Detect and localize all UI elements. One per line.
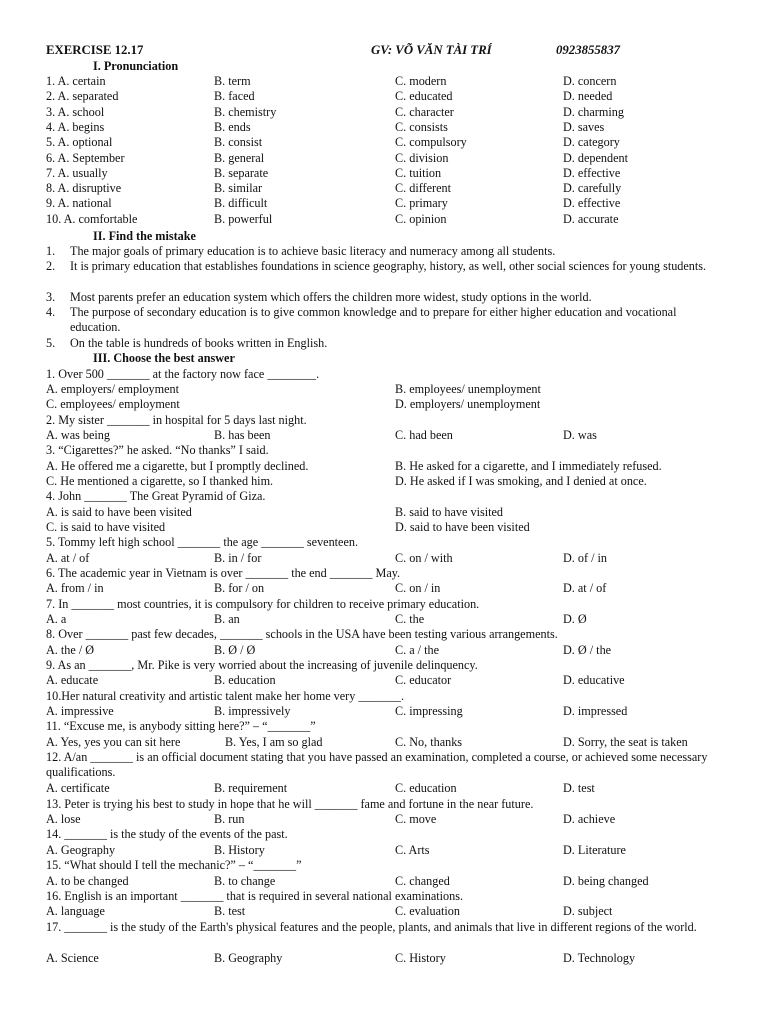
question-text: 9. As an _______, Mr. Pike is very worried about the increasing of juvenile delinquency.: [46, 658, 478, 672]
option-c[interactable]: C. move: [395, 812, 437, 826]
mistake-number: 1.: [46, 244, 56, 258]
option-b[interactable]: B. test: [214, 904, 246, 918]
answer-row: [46, 520, 746, 535]
option-d[interactable]: D. category: [563, 135, 620, 150]
option-c[interactable]: C. impressing: [395, 704, 463, 718]
option-c[interactable]: C. consists: [395, 119, 448, 134]
option-b[interactable]: B. in / for: [214, 551, 262, 565]
option-c[interactable]: C. division: [395, 150, 449, 165]
pronunciation-row: [46, 89, 746, 104]
option-b[interactable]: B. education: [214, 673, 276, 687]
question-text: 3. “Cigarettes?” he asked. “No thanks” I said.: [46, 443, 269, 457]
mistake-number: 3.: [46, 290, 56, 304]
option-b[interactable]: B. to change: [214, 874, 276, 888]
teacher-name: GV: VÕ VĂN TÀI TRÍ: [371, 43, 492, 57]
answer-row: [46, 428, 746, 443]
option-c[interactable]: C. a / the: [395, 643, 440, 657]
mistake-text: The major goals of primary education is to achieve basic literacy and numeracy among all students.: [70, 244, 556, 258]
question-text: 1. Over 500 _______ at the factory now face ________.: [46, 367, 320, 381]
pronunciation-row: [46, 196, 746, 211]
option-b[interactable]: B. general: [214, 150, 265, 165]
answer-row: [46, 673, 746, 688]
option-d[interactable]: D. concern: [563, 74, 617, 88]
option-c[interactable]: C. evaluation: [395, 904, 460, 918]
answer-row: [46, 781, 746, 796]
option-c[interactable]: C. educated: [395, 89, 453, 104]
option-a[interactable]: 8. A. disruptive: [46, 181, 122, 196]
question-text: 7. In _______ most countries, it is compulsory for children to receive primary education.: [46, 597, 480, 611]
option-a[interactable]: A. was being: [46, 428, 110, 442]
option-b[interactable]: B. History: [214, 843, 265, 857]
question-text: 13. Peter is trying his best to study in hope that he will _______ fame and fortune in the near future.: [46, 797, 534, 811]
option-b[interactable]: B. employees/ unemployment: [395, 382, 541, 396]
question-text: 17. _______ is the study of the Earth's physical features and the people, plants, and animals that live in different regions of the world.: [46, 920, 697, 934]
option-a[interactable]: A. Yes, yes you can sit here: [46, 735, 181, 749]
option-d[interactable]: D. saves: [563, 119, 605, 134]
pronunciation-row: [46, 105, 746, 120]
option-a[interactable]: 10. A. comfortable: [46, 211, 138, 226]
option-c[interactable]: C. education: [395, 781, 457, 795]
answer-row: [46, 459, 746, 474]
option-d[interactable]: D. accurate: [563, 211, 619, 226]
option-a[interactable]: A. impressive: [46, 704, 114, 718]
option-a[interactable]: A. the / Ø: [46, 643, 95, 657]
option-d[interactable]: D. dependent: [563, 150, 628, 165]
option-d[interactable]: D. test: [563, 781, 595, 795]
option-c[interactable]: C. opinion: [395, 211, 447, 226]
option-a[interactable]: 3. A. school: [46, 104, 105, 119]
option-a[interactable]: A. at / of: [46, 551, 90, 565]
option-b[interactable]: B. has been: [214, 428, 271, 442]
option-b[interactable]: B. consist: [214, 135, 263, 150]
option-c[interactable]: C. changed: [395, 874, 450, 888]
pronunciation-row: [46, 74, 746, 89]
option-c[interactable]: C. the: [395, 612, 425, 626]
option-d[interactable]: D. impressed: [563, 704, 628, 718]
option-a[interactable]: A. Science: [46, 951, 99, 965]
mistake-text: Most parents prefer an education system which offers the children more widest, study options in the world.: [70, 290, 592, 304]
option-a[interactable]: A. employers/ employment: [46, 382, 180, 396]
pronunciation-row: [46, 151, 746, 166]
mistake-number: 2.: [46, 259, 56, 273]
answer-row: [46, 951, 746, 966]
option-a[interactable]: 9. A. national: [46, 196, 112, 211]
section-pronunciation: I. Pronunciation: [93, 59, 179, 73]
option-d[interactable]: D. said to have been visited: [395, 520, 530, 534]
section-find-mistake: II. Find the mistake: [93, 229, 196, 243]
option-c[interactable]: C. educator: [395, 673, 452, 687]
mistake-item: [46, 336, 716, 352]
option-b[interactable]: B. Ø / Ø: [214, 643, 256, 657]
option-b[interactable]: B. difficult: [214, 196, 268, 211]
question-text: 12. A/an _______ is an official document stating that you have passed an examination, completed a course, or achieved some necessary qualifications.: [46, 750, 708, 780]
answer-row: [46, 812, 746, 827]
answer-row: [46, 397, 746, 412]
pronunciation-row: [46, 212, 746, 227]
option-a[interactable]: A. Geography: [46, 843, 116, 857]
answer-row: [46, 904, 746, 919]
option-b[interactable]: B. ends: [214, 119, 251, 134]
option-c[interactable]: C. Arts: [395, 843, 430, 857]
option-d[interactable]: D. subject: [563, 904, 613, 918]
answer-row: [46, 735, 746, 750]
option-b[interactable]: B. similar: [214, 181, 263, 196]
option-b[interactable]: B. Yes, I am so glad: [225, 735, 323, 749]
option-b[interactable]: B. separate: [214, 165, 269, 180]
option-b[interactable]: B. run: [214, 812, 245, 826]
option-b[interactable]: B. impressively: [214, 704, 291, 718]
option-a[interactable]: A. from / in: [46, 581, 104, 595]
option-c[interactable]: C. on / in: [395, 581, 441, 595]
worksheet-header: [46, 43, 746, 59]
option-d[interactable]: D. needed: [563, 89, 613, 104]
option-a[interactable]: 4. A. begins: [46, 119, 105, 134]
answer-row: [46, 612, 746, 627]
option-a[interactable]: A. certificate: [46, 781, 110, 795]
option-b[interactable]: B. an: [214, 612, 240, 626]
option-c[interactable]: C. is said to have visited: [46, 520, 166, 534]
option-a[interactable]: A. a: [46, 612, 67, 626]
option-d[interactable]: D. Sorry, the seat is taken: [563, 735, 688, 749]
option-b[interactable]: B. powerful: [214, 211, 273, 226]
answer-row: [46, 874, 746, 889]
exercise-title: EXERCISE 12.17: [46, 43, 144, 57]
option-b[interactable]: B. term: [214, 74, 251, 88]
option-d[interactable]: D. carefully: [563, 181, 622, 196]
answer-row: [46, 843, 746, 858]
answer-row: [46, 643, 746, 658]
option-c[interactable]: C. primary: [395, 196, 448, 211]
option-d[interactable]: D. employers/ unemployment: [395, 397, 541, 411]
pronunciation-row: [46, 120, 746, 135]
option-a[interactable]: A. lose: [46, 812, 81, 826]
option-d[interactable]: D. educative: [563, 673, 625, 687]
option-c[interactable]: C. tuition: [395, 165, 442, 180]
option-a[interactable]: 1. A. certain: [46, 74, 106, 88]
option-c[interactable]: C. employees/ employment: [46, 397, 180, 411]
option-a[interactable]: 6. A. September: [46, 150, 125, 165]
answer-row: [46, 704, 746, 719]
option-a[interactable]: 7. A. usually: [46, 165, 108, 180]
option-d[interactable]: D. at / of: [563, 581, 607, 595]
pronunciation-row: [46, 166, 746, 181]
option-d[interactable]: D. being changed: [563, 874, 649, 888]
mistake-item: [46, 259, 716, 290]
question-text: 16. English is an important _______ that is required in several national examinations.: [46, 889, 463, 903]
option-c[interactable]: C. modern: [395, 74, 447, 88]
answer-row: [46, 474, 746, 489]
mistake-text: It is primary education that establishes foundations in science geography, history, as well, other social sciences for young students.: [70, 259, 707, 273]
option-d[interactable]: D. charming: [563, 104, 624, 119]
option-d[interactable]: D. of / in: [563, 551, 608, 565]
option-c[interactable]: C. had been: [395, 428, 453, 442]
option-d[interactable]: D. Ø: [563, 612, 587, 626]
question-text: 10.Her natural creativity and artistic talent make her home very _______.: [46, 689, 405, 703]
mistake-text: On the table is hundreds of books written in English.: [70, 336, 328, 350]
option-a[interactable]: 5. A. optional: [46, 135, 113, 150]
question-text: 15. “What should I tell the mechanic?” – “_______”: [46, 858, 302, 872]
question-text: 5. Tommy left high school _______ the age _______ seventeen.: [46, 535, 359, 549]
option-b[interactable]: B. He asked for a cigarette, and I immediately refused.: [395, 459, 662, 473]
question-text: 11. “Excuse me, is anybody sitting here?” – “_______”: [46, 719, 316, 733]
option-b[interactable]: B. requirement: [214, 781, 288, 795]
option-c[interactable]: C. character: [395, 104, 454, 119]
option-d[interactable]: D. achieve: [563, 812, 616, 826]
question-text: 8. Over _______ past few decades, _______ schools in the USA have been testing various arrangements.: [46, 627, 558, 641]
option-c[interactable]: C. compulsory: [395, 135, 467, 150]
answer-row: [46, 581, 746, 596]
pronunciation-row: [46, 135, 746, 150]
option-a[interactable]: A. is said to have been visited: [46, 505, 192, 519]
option-d[interactable]: D. effective: [563, 196, 621, 211]
answer-row: [46, 382, 746, 397]
option-c[interactable]: C. He mentioned a cigarette, so I thanked him.: [46, 474, 274, 488]
question-text: 2. My sister _______ in hospital for 5 days last night.: [46, 413, 307, 427]
option-b[interactable]: B. said to have visited: [395, 505, 503, 519]
option-c[interactable]: C. on / with: [395, 551, 453, 565]
option-c[interactable]: C. No, thanks: [395, 735, 463, 749]
option-b[interactable]: B. Geography: [214, 951, 283, 965]
option-c[interactable]: C. History: [395, 951, 446, 965]
option-b[interactable]: B. chemistry: [214, 104, 277, 119]
option-d[interactable]: D. Technology: [563, 951, 636, 965]
option-c[interactable]: C. different: [395, 181, 451, 196]
section-best-answer: III. Choose the best answer: [93, 351, 235, 365]
option-a[interactable]: 2. A. separated: [46, 89, 119, 104]
option-d[interactable]: D. was: [563, 428, 597, 442]
answer-row: [46, 551, 746, 566]
answer-row: [46, 505, 746, 520]
option-a[interactable]: A. to be changed: [46, 874, 129, 888]
question-text: 4. John _______ The Great Pyramid of Giza.: [46, 489, 266, 503]
option-b[interactable]: B. for / on: [214, 581, 265, 595]
option-d[interactable]: D. Literature: [563, 843, 626, 857]
mistake-number: 5.: [46, 336, 56, 350]
mistake-number: 4.: [46, 305, 56, 319]
mistake-text: The purpose of secondary education is to give common knowledge and to prepare for either higher education and vocational education.: [70, 305, 677, 335]
option-b[interactable]: B. faced: [214, 89, 255, 104]
option-d[interactable]: D. effective: [563, 165, 621, 180]
option-d[interactable]: D. He asked if I was smoking, and I denied at once.: [395, 474, 647, 488]
mistake-item: [46, 305, 716, 336]
mistake-item: [46, 244, 716, 260]
option-d[interactable]: D. Ø / the: [563, 643, 612, 657]
question-text: 6. The academic year in Vietnam is over _______ the end _______ May.: [46, 566, 401, 580]
option-a[interactable]: A. He offered me a cigarette, but I promptly declined.: [46, 459, 309, 473]
mistake-item: [46, 290, 716, 306]
option-a[interactable]: A. language: [46, 904, 105, 918]
teacher-phone: 0923855837: [556, 43, 620, 57]
pronunciation-row: [46, 181, 746, 196]
question-text: 14. _______ is the study of the events of the past.: [46, 827, 288, 841]
option-a[interactable]: A. educate: [46, 673, 99, 687]
